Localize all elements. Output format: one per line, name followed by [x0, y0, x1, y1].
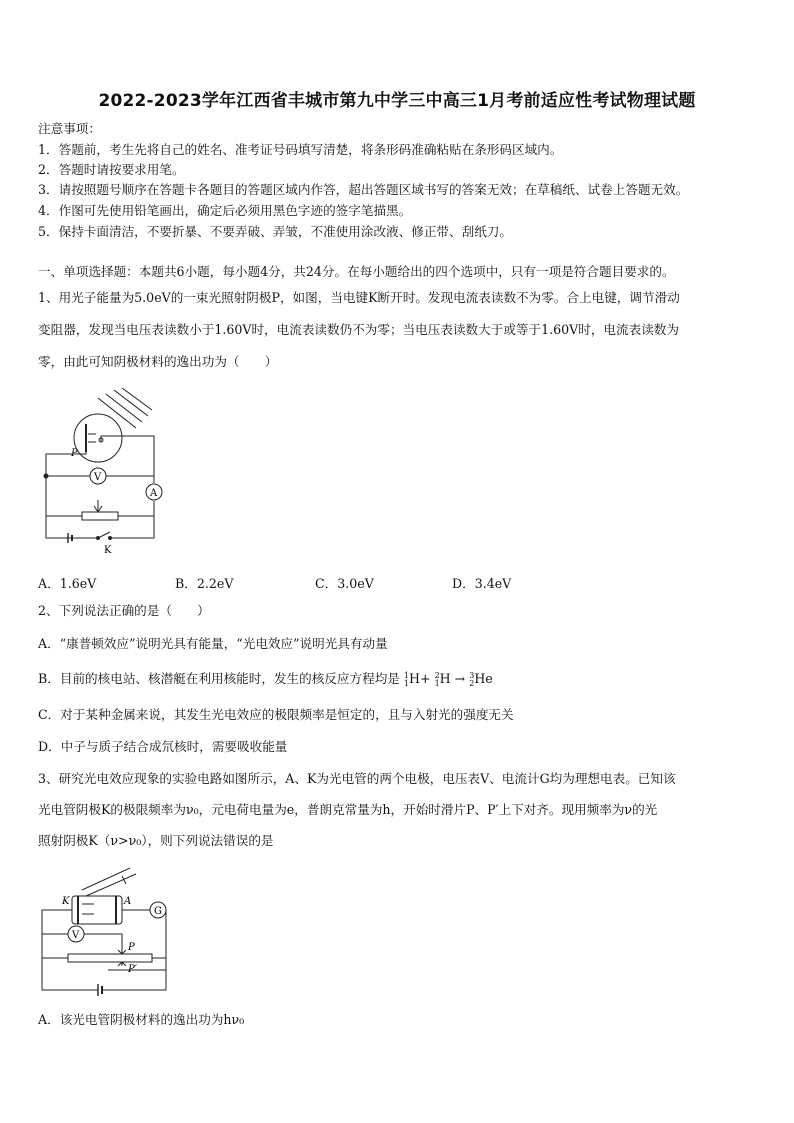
anode-label: A: [124, 896, 132, 907]
ammeter-label: A: [150, 488, 158, 499]
q2-stem: 2、下列说法正确的是（ ）: [38, 603, 210, 618]
q1-option-d: D．3.4eV: [452, 576, 512, 591]
q3-stem-line: 照射阴极K（ν>ν₀），则下列说法错误的是: [38, 833, 274, 848]
notice-item: 1．答题前，考生先将自己的姓名、准考证号码填写清楚，将条形码准确粘贴在条形码区域内。: [38, 142, 563, 157]
q3-stem-line: 光电管阴极K的极限频率为ν₀，元电荷电量为e，普朗克常量为h，开始时滑片P、P′上下对齐。现用频率为ν的光: [38, 802, 658, 817]
notice-item: 3．请按照题号顺序在答题卡各题目的答题区域内作答，超出答题区域书写的答案无效；在草稿纸、试卷上答题无效。: [38, 182, 689, 197]
q1-option-b: B．2.2eV: [175, 576, 234, 591]
cathode-label: P: [71, 448, 78, 459]
page-title: 2022-2023学年江西省丰城市第九中学三中高三1月考前适应性考试物理试题: [98, 91, 696, 111]
notice-item: 2．答题时请按要求用笔。: [38, 162, 185, 177]
slider-p2-label: P′: [128, 964, 137, 975]
phototube: [74, 414, 122, 462]
q3-circuit-figure: [38, 866, 172, 1000]
q2-option-c: C．对于某种金属来说，其发生光电效应的极限频率是恒定的，且与入射光的强度无关: [38, 707, 514, 722]
voltmeter-label: V: [72, 930, 80, 941]
q2-option-a: A．“康普顿效应”说明光具有能量，“光电效应”说明光具有动量: [38, 636, 388, 651]
cathode-label: K: [62, 896, 70, 907]
notice-item: 5．保持卡面清洁，不要折暴、不要弄破、弄皱，不准使用涂改液、修正带、刮纸刀。: [38, 224, 512, 239]
nuclear-equation: 1 1H+ 2 1H → 3 2He: [403, 670, 493, 688]
q2-option-b-text: B．目前的核电站、核潜艇在利用核能时，发生的核反应方程均是: [38, 671, 400, 686]
switch-label: K: [104, 545, 112, 556]
q1-stem-line: 变阻器，发现当电压表读数小于1.60V时，电流表读数仍不为零；当电压表读数大于或等于1.60V时，电流表读数为: [38, 322, 679, 337]
q2-option-d: D．中子与质子结合成氘核时，需要吸收能量: [38, 739, 288, 754]
q1-stem-line: 零，由此可知阴极材料的逸出功为（ ）: [38, 354, 278, 369]
slider-p-label: P: [128, 942, 135, 953]
notice-heading: 注意事项：: [38, 121, 101, 136]
voltmeter-label: V: [94, 472, 102, 483]
q1-option-c: C．3.0eV: [315, 576, 374, 591]
q3-stem-line: 3、研究光电效应现象的实验电路如图所示，A、K为光电管的两个电极，电压表V、电流计G均为理想电表。已知该: [38, 771, 676, 786]
q1-option-a: A．1.6eV: [38, 576, 97, 591]
q1-stem-line: 1、用光子能量为5.0eV的一束光照射阴极P，如图，当电键K断开时。发现电流表读数不为零。合上电键，调节滑动: [38, 290, 680, 305]
q3-option-a: A．该光电管阴极材料的逸出功为hν₀: [38, 1012, 245, 1027]
q2-option-b: [38, 671, 493, 688]
rheostat: [68, 954, 152, 962]
notice-item: 4．作图可先使用铅笔画出，确定后必须用黑色字迹的签字笔描黑。: [38, 203, 412, 218]
section-heading: 一、单项选择题：本题共6小题，每小题4分，共24分。在每小题给出的四个选项中，只有一项是符合题目要求的。: [38, 264, 675, 279]
q1-circuit-figure: [38, 388, 168, 558]
phototube: [72, 896, 122, 924]
galvanometer-label: G: [154, 906, 162, 917]
